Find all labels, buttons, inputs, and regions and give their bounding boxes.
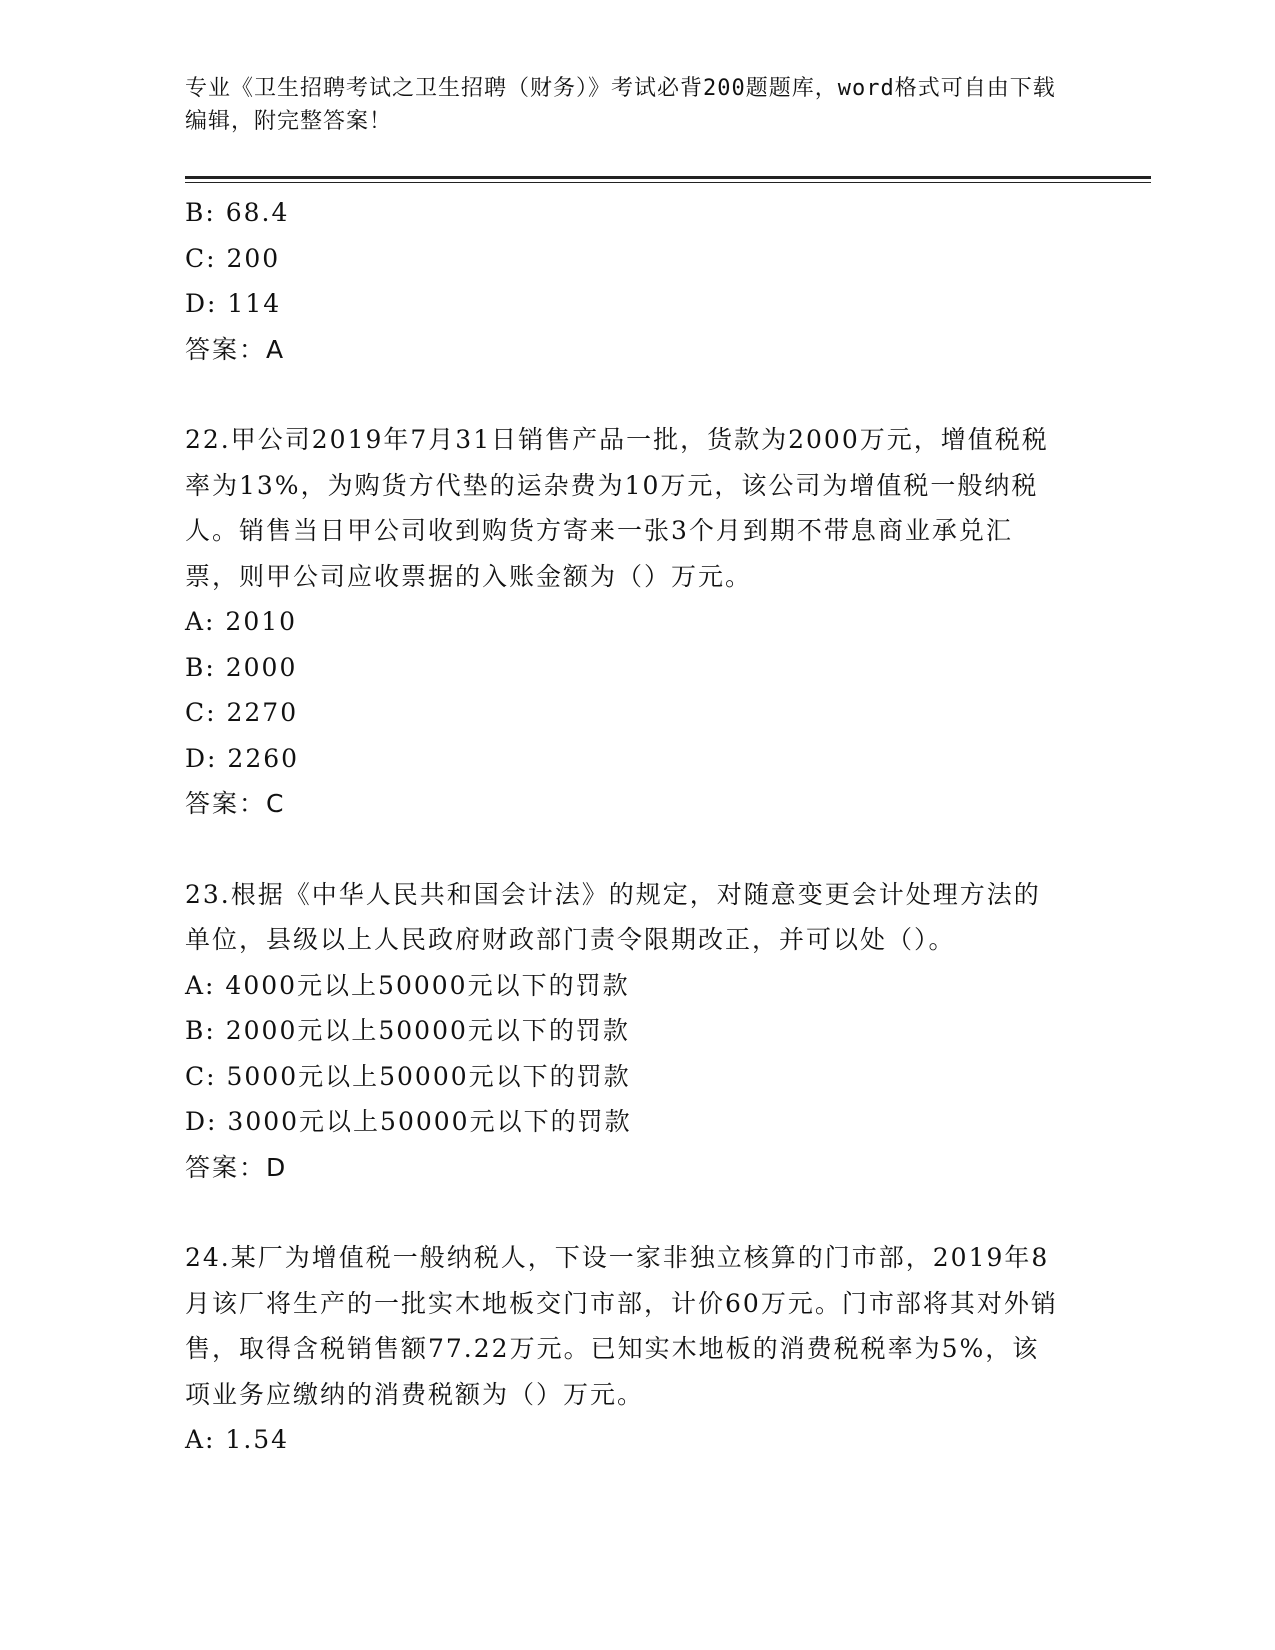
question-text: 22.甲公司2019年7月31日销售产品一批，货款为2000万元，增值税税率为13%，为购货方代垫的运杂费为10万元，该公司为增值税一般纳税人。销售当日甲公司收到购货方寄来一张3个月到期不带息商业承兑汇票，则甲公司应收票据的入账金额为（）万元。	[185, 425, 1049, 591]
answer-line: 答案：D	[185, 1152, 288, 1182]
option-c: C: 5000元以上50000元以下的罚款	[185, 1061, 631, 1091]
spacer	[185, 1190, 1085, 1235]
answer-line: 答案：A	[185, 334, 286, 364]
spacer	[185, 827, 1085, 872]
option-c: C: 2270	[185, 698, 299, 727]
option-b: B: 2000元以上50000元以下的罚款	[185, 1016, 630, 1045]
question-text: 23.根据《中华人民共和国会计法》的规定，对随意变更会计处理方法的单位，县级以上人民政府财政部门责令限期改正，并可以处（）。	[185, 879, 1041, 954]
option-a: A: 4000元以上50000元以下的罚款	[185, 970, 630, 1000]
spacer	[185, 372, 1085, 417]
question-24	[185, 1235, 1085, 1463]
question-23	[185, 872, 1085, 1191]
question-text: 24.某厂为增值税一般纳税人，下设一家非独立核算的门市部，2019年8月该厂将生产的一批实木地板交门市部，计价60万元。门市部将其对外销售，取得含税销售额77.22万元。已知实木地板的消费税税率为5%，该项业务应缴纳的消费税额为（）万元。	[185, 1243, 1058, 1409]
option-a: A: 2010	[185, 607, 298, 636]
option-d: D: 2260	[185, 743, 300, 773]
option-a: A: 1.54	[185, 1425, 290, 1454]
header-rule-thick	[185, 176, 1151, 179]
question-22	[185, 417, 1085, 827]
option-b: B: 68.4	[185, 198, 290, 227]
question-list	[185, 190, 1085, 1463]
option-d: D: 114	[185, 289, 282, 318]
option-c: C: 200	[185, 243, 281, 273]
document-header: 专业《卫生招聘考试之卫生招聘（财务）》考试必背200题题库，word格式可自由下载编辑，附完整答案！	[185, 76, 1056, 134]
answer-line: 答案：C	[185, 789, 286, 818]
option-b: B: 2000	[185, 652, 298, 682]
question-21-tail	[185, 190, 1085, 372]
header-rule-thin	[185, 182, 1151, 183]
option-d: D: 3000元以上50000元以下的罚款	[185, 1107, 632, 1136]
